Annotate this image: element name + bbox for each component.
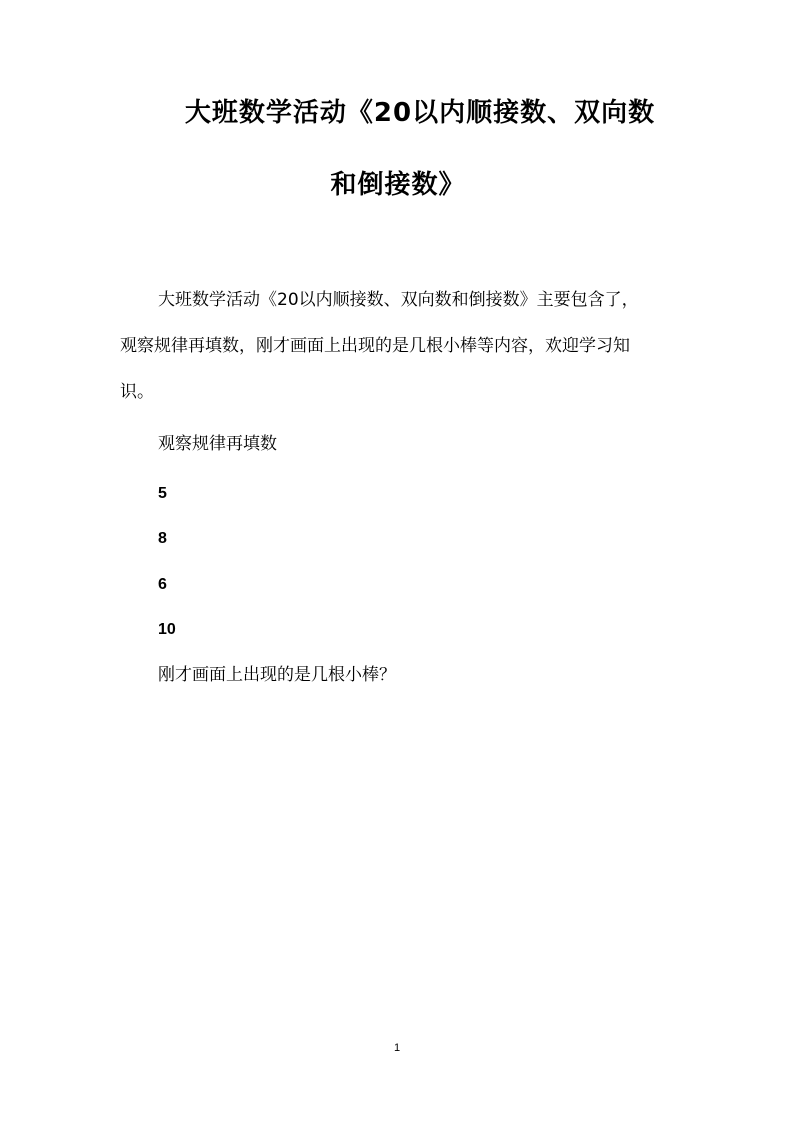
intro-paragraph-line-2: 观察规律再填数，刚才画面上出现的是几根小棒等内容，欢迎学习知 [120, 336, 630, 356]
document-title-line-1: 大班数学活动《20以内顺接数、双向数 [184, 98, 656, 128]
section-heading: 观察规律再填数 [158, 434, 277, 454]
intro-paragraph-line-3: 识。 [120, 382, 154, 402]
number-item: 5 [158, 485, 167, 502]
number-item: 8 [158, 530, 167, 547]
number-item: 10 [158, 621, 176, 638]
document-title-line-2: 和倒接数》 [330, 170, 466, 200]
question-text: 刚才画面上出现的是几根小棒？ [158, 665, 396, 685]
intro-paragraph-line-1: 大班数学活动《20以内顺接数、双向数和倒接数》主要包含了， [158, 290, 639, 310]
page-number: 1 [393, 1042, 401, 1054]
number-item: 6 [158, 576, 167, 593]
